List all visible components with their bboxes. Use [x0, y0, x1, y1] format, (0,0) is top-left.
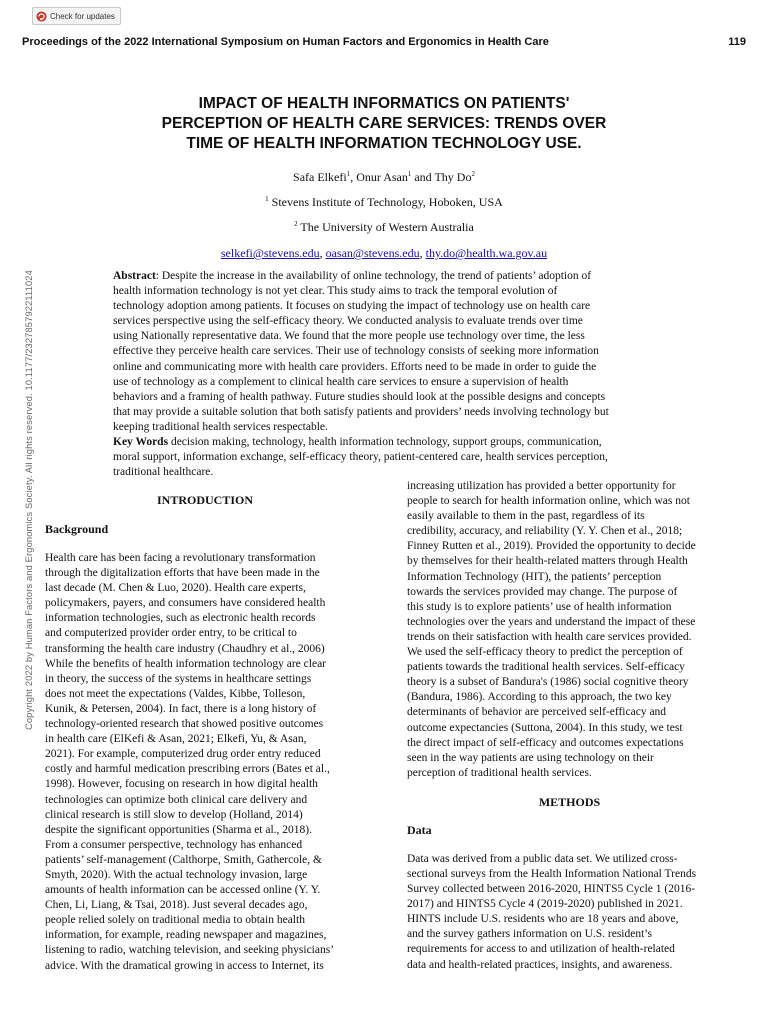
body-line: While the benefits of health information technology are clear: [45, 657, 326, 670]
body-line: easily available to them in the past, regardless of its: [407, 510, 645, 523]
body-line: the direct impact of self-efficacy and outcomes expectations: [407, 736, 684, 749]
body-line: people to search for health information online, which was not: [407, 495, 690, 508]
abstract-line: that may provide a suitable solution that both satisfy patients and providers’ needs involving technology but: [113, 405, 609, 418]
body-line: technology-oriented research that showed positive outcomes: [45, 718, 324, 731]
body-line: does not meet the expectations (Valdes, Kibbe, Tolleson,: [45, 687, 306, 700]
email-separator: ,: [419, 246, 426, 260]
body-line: (Bandura, 1986). According to this approach, the two key: [407, 691, 672, 704]
author-name: and Thy Do: [411, 170, 472, 184]
body-line: information, for example, reading newspaper and magazines,: [45, 929, 327, 942]
body-line: trends on their satisfaction with health care services provided.: [407, 630, 692, 643]
body-line: people relied solely on traditional media to obtain health: [45, 914, 305, 927]
abstract-line: keeping traditional health services respectable.: [113, 420, 328, 433]
body-line: Survey collected between 2016-2020, HINTS5 Cycle 1 (2016-: [407, 883, 696, 896]
abstract-line: [113, 269, 658, 284]
abstract-line: health information technology is not yet clear. This study aims to track the temporal evolution of: [113, 285, 558, 298]
check-for-updates-badge[interactable]: [32, 7, 121, 25]
body-line: requirements for access to and utilization of health-related: [407, 943, 675, 956]
body-line: clinical research is still slow to develop (Holland, 2014): [45, 808, 303, 821]
body-line: amounts of health information can be accessed online (Y. Y.: [45, 884, 321, 897]
abstract-line: services perspective using the self-efficacy theory. We conducted analysis to evaluate trends over time: [113, 315, 583, 328]
body-line: patients towards the traditional health services. Self-efficacy: [407, 661, 685, 674]
body-line: in theory, the success of the systems in healthcare settings: [45, 672, 312, 685]
body-line: technologies over the years and understand the impact of these: [407, 615, 696, 628]
body-line: We used the self-efficacy theory to predict the perception of: [407, 646, 683, 659]
title-line: PERCEPTION OF HEALTH CARE SERVICES: TRENDS OVER: [161, 115, 607, 132]
email-link[interactable]: selkefi@stevens.edu: [220, 246, 320, 260]
affiliation-mark: 2: [294, 220, 298, 228]
paper-title: [100, 94, 668, 154]
abstract-line: using Nationally representative data. We found that the more people use technology over time, the less: [113, 330, 585, 343]
author-emails: [0, 246, 768, 261]
affiliation-2: [0, 220, 768, 235]
body-line: this study is to explore patients’ use of health information: [407, 600, 672, 613]
body-line: in health care (ElKefi & Asan, 2021; Elkefi, Yu, & Asan,: [45, 733, 307, 746]
affiliation-mark: 1: [265, 195, 269, 203]
refresh-icon: [36, 11, 47, 22]
body-line: despite the significant opportunities (Sharma et al., 2018).: [45, 823, 312, 836]
page-number: 119: [728, 36, 746, 48]
author-name: , Onur Asan: [350, 170, 408, 184]
body-line: Chen, Li, Liang, & Tsai, 2018). Just several decades ago,: [45, 899, 308, 912]
body-line: HINTS include U.S. residents who are 18 years and above,: [407, 913, 679, 926]
title-line: TIME OF HEALTH INFORMATION TECHNOLOGY USE.: [186, 135, 582, 152]
abstract-label: Abstract: [113, 270, 156, 282]
body-line: Kunik, & Petersen, 2004). In fact, there is a long history of: [45, 702, 317, 715]
body-line: Information Technology (HIT), the patients’ perception: [407, 570, 662, 583]
author-name: Safa Elkefi: [293, 170, 347, 184]
author-affiliation-mark: 1: [407, 170, 412, 178]
running-head: [22, 36, 746, 48]
author-affiliation-mark: 2: [471, 170, 475, 178]
body-line: through the digitalization efforts that have been made in the: [45, 567, 320, 580]
keywords-label: Key Words: [113, 436, 169, 449]
data-heading: Data: [407, 822, 432, 837]
introduction-paragraph: [45, 551, 365, 974]
body-line: seen in the way patients are using technology on their: [407, 751, 654, 764]
body-line: Finney Rutten et al., 2019). Provided the opportunity to decide: [407, 540, 696, 553]
keywords-line: moral support, information exchange, self-efficacy theory, patient-centered care, health services perception,: [113, 451, 608, 464]
body-line: 1998). However, focusing on research in how digital health: [45, 778, 318, 791]
body-line: outcome expectancies (Suttona, 2004). In this study, we test: [407, 721, 683, 734]
methods-heading: METHODS: [538, 794, 601, 809]
author-affiliation-mark: 1: [346, 170, 351, 178]
email-separator: ,: [319, 246, 326, 260]
keywords-text: decision making, technology, health information technology, support groups, communication,: [168, 436, 602, 449]
background-heading: Background: [45, 522, 109, 536]
data-paragraph: [407, 852, 732, 973]
body-line: theory is a subset of Bandura's (1986) social cognitive theory: [407, 676, 689, 689]
body-line: Data was derived from a public data set. We utilized cross-: [407, 852, 678, 865]
body-line: Smyth, 2020). With the actual technology invasion, large: [45, 868, 308, 881]
body-line: last decade (M. Chen & Luo, 2020). Health care experts,: [45, 582, 306, 595]
right-column: [407, 479, 732, 973]
left-column: [45, 493, 365, 974]
abstract-block: [113, 269, 658, 480]
email-link[interactable]: thy.do@health.wa.gov.au: [425, 246, 548, 260]
proceedings-title: Proceedings of the 2022 International Symposium on Human Factors and Ergonomics in Health Care: [22, 36, 549, 48]
affiliation-text: Stevens Institute of Technology, Hoboken, USA: [268, 195, 503, 209]
body-line: increasing utilization has provided a better opportunity for: [407, 480, 676, 492]
body-line: credibility, accuracy, and reliability (Y. Y. Chen et al., 2018;: [407, 525, 683, 538]
keywords-line: traditional healthcare.: [113, 466, 214, 479]
body-line: advice. With the dramatical growing in access to Internet, its: [45, 959, 324, 972]
abstract-line: technology adoption among patients. It focuses on studying the impact of technology use on health care: [113, 300, 591, 313]
check-for-updates-label: Check for updates: [50, 11, 115, 21]
copyright-notice: Copyright 2022 by Human Factors and Ergonomics Society. All rights reserved. 10.1177/2327857922111024: [24, 270, 34, 730]
body-line: information technologies, such as electronic health records: [45, 612, 316, 625]
abstract-line: online and communicating more with health care providers. Efforts need to be made in order to guide the: [113, 360, 597, 373]
body-line: determinants of behavior are perceived self-efficacy and: [407, 706, 667, 719]
body-line: 2021). For example, computerized drug order entry reduced: [45, 748, 321, 761]
body-line: towards the services provided may change. The purpose of: [407, 585, 678, 598]
authors-line: [0, 170, 768, 185]
body-line: patients’ self-management (Calthorpe, Smith, Gathercole, &: [45, 853, 322, 866]
body-line: by themselves for their health-related matters through Health: [407, 555, 688, 568]
affiliation-text: The University of Western Australia: [297, 220, 474, 234]
body-line: sectional surveys from the Health Information National Trends: [407, 867, 697, 880]
body-line: perception of traditional health services.: [407, 766, 592, 779]
body-line: From a consumer perspective, technology has enhanced: [45, 838, 303, 851]
introduction-heading: INTRODUCTION: [156, 493, 253, 507]
body-line: 2017) and HINTS5 Cycle 4 (2019-2020) published in 2021.: [407, 898, 683, 911]
body-line: listening to radio, watching television, and seeking physicians’: [45, 944, 335, 957]
body-line: policymakers, payers, and consumers have considered health: [45, 597, 326, 610]
abstract-line: effective they perceive health care services. Their use of technology consists of seeking more information: [113, 345, 599, 358]
abstract-text: : Despite the increase in the availability of online technology, the trend of patients’ adoption of: [155, 270, 592, 282]
abstract-line: behaviors and a framing of health pathway. Future studies should look at the possible designs and concepts: [113, 390, 606, 403]
body-line: Health care has been facing a revolutionary transformation: [45, 552, 316, 564]
email-link[interactable]: oasan@stevens.edu: [325, 246, 420, 260]
affiliation-1: [0, 195, 768, 210]
abstract-line: use of technology as a complement to clinical health care services to ensure a supervision of health: [113, 375, 569, 388]
introduction-continued-paragraph: [407, 479, 732, 781]
body-line: costly and harmful medication prescribing errors (Bates et al.,: [45, 763, 330, 776]
body-line: technologies can optimize both clinical care delivery and: [45, 793, 308, 806]
title-line: IMPACT OF HEALTH INFORMATICS ON PATIENTS': [198, 95, 570, 112]
body-line: transforming the health care industry (Chaudhry et al., 2006): [45, 642, 325, 655]
body-line: and computerized provider order entry, to be critical to: [45, 627, 297, 640]
keywords-line: [113, 435, 658, 450]
body-line: data and health-related practices, insights, and awareness.: [407, 958, 673, 971]
body-line: and the survey gathers information on U.S. resident’s: [407, 928, 652, 941]
